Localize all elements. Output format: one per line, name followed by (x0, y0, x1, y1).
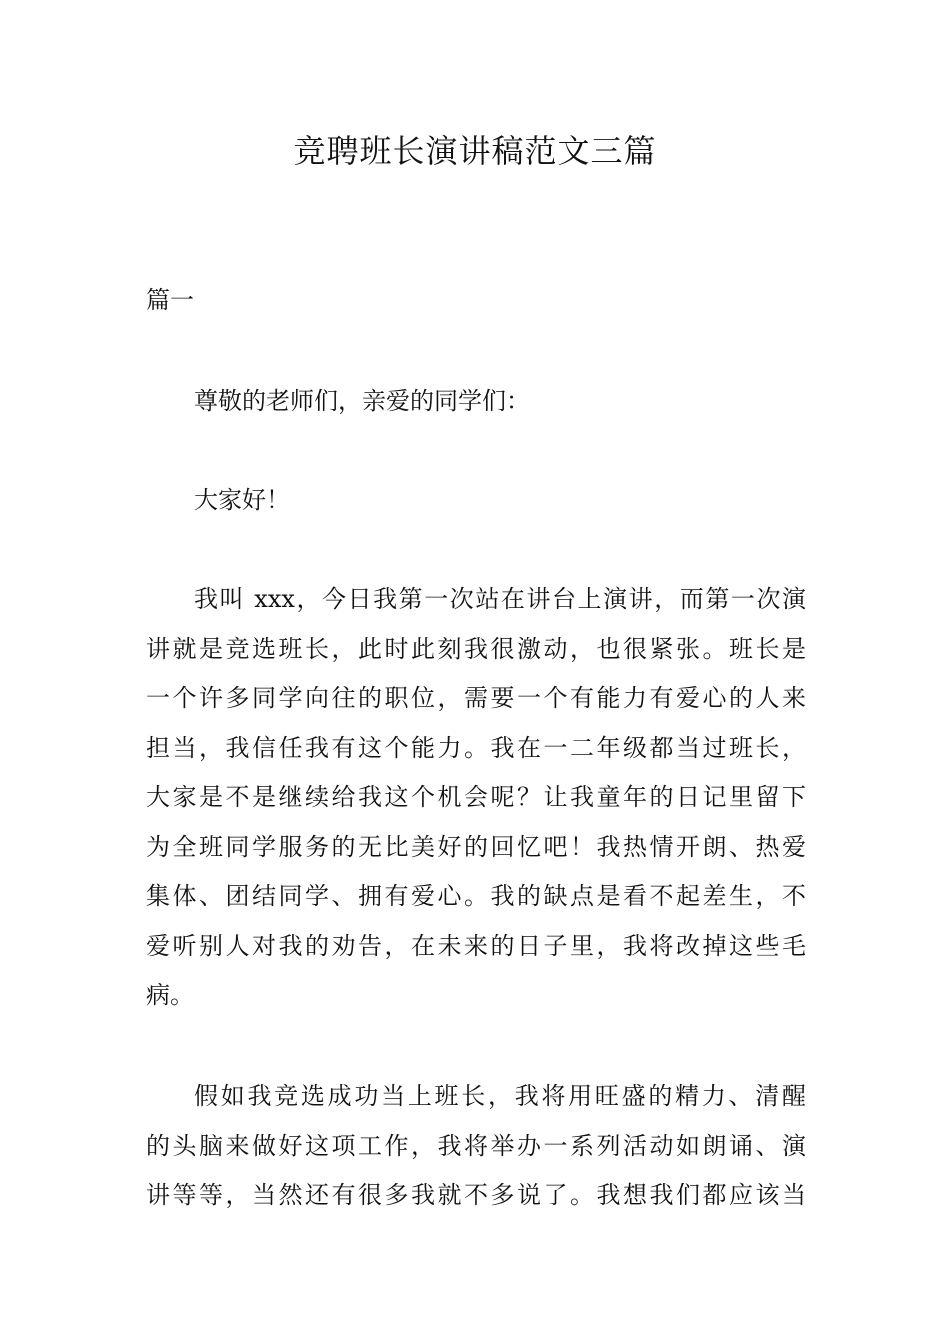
document-title: 竞聘班长演讲稿范文三篇 (293, 132, 657, 170)
paragraph-line: 的头脑来做好这项工作，我将举办一系列活动如朗诵、演 (146, 1131, 806, 1160)
greeting-line: 尊敬的老师们，亲爱的同学们： (194, 387, 530, 415)
paragraph-line: 一个许多同学向往的职位，需要一个有能力有爱心的人来 (146, 684, 806, 712)
paragraph-line: 大家是不是继续给我这个机会呢？让我童年的日记里留下 (146, 783, 806, 811)
paragraph-line: 我叫 xxx，今日我第一次站在讲台上演讲，而第一次演 (194, 585, 806, 613)
body-paragraph-1 (146, 575, 806, 1021)
paragraph-line: 讲就是竞选班长，此时此刻我很激动，也很紧张。班长是 (146, 634, 806, 663)
paragraph-line: 担当，我信任我有这个能力。我在一二年级都当过班长， (146, 733, 806, 762)
body-paragraph-2 (146, 1072, 806, 1221)
paragraph-line: 讲等等，当然还有很多我就不多说了。我想我们都应该当 (146, 1181, 806, 1209)
paragraph-line: 为全班同学服务的无比美好的回忆吧！我热情开朗、热爱 (146, 832, 806, 861)
hello-line: 大家好！ (194, 486, 290, 514)
paragraph-line: 病。 (146, 981, 194, 1009)
paragraph-line: 集体、团结同学、拥有爱心。我的缺点是看不起差生，不 (146, 882, 806, 910)
paragraph-line: 假如我竞选成功当上班长，我将用旺盛的精力、清醒 (194, 1082, 806, 1110)
paragraph-line: 爱听别人对我的劝告，在未来的日子里，我将改掉这些毛 (146, 931, 806, 960)
section-heading: 篇一 (146, 286, 194, 314)
greeting-paragraph (146, 377, 806, 427)
hello-paragraph (146, 476, 806, 526)
